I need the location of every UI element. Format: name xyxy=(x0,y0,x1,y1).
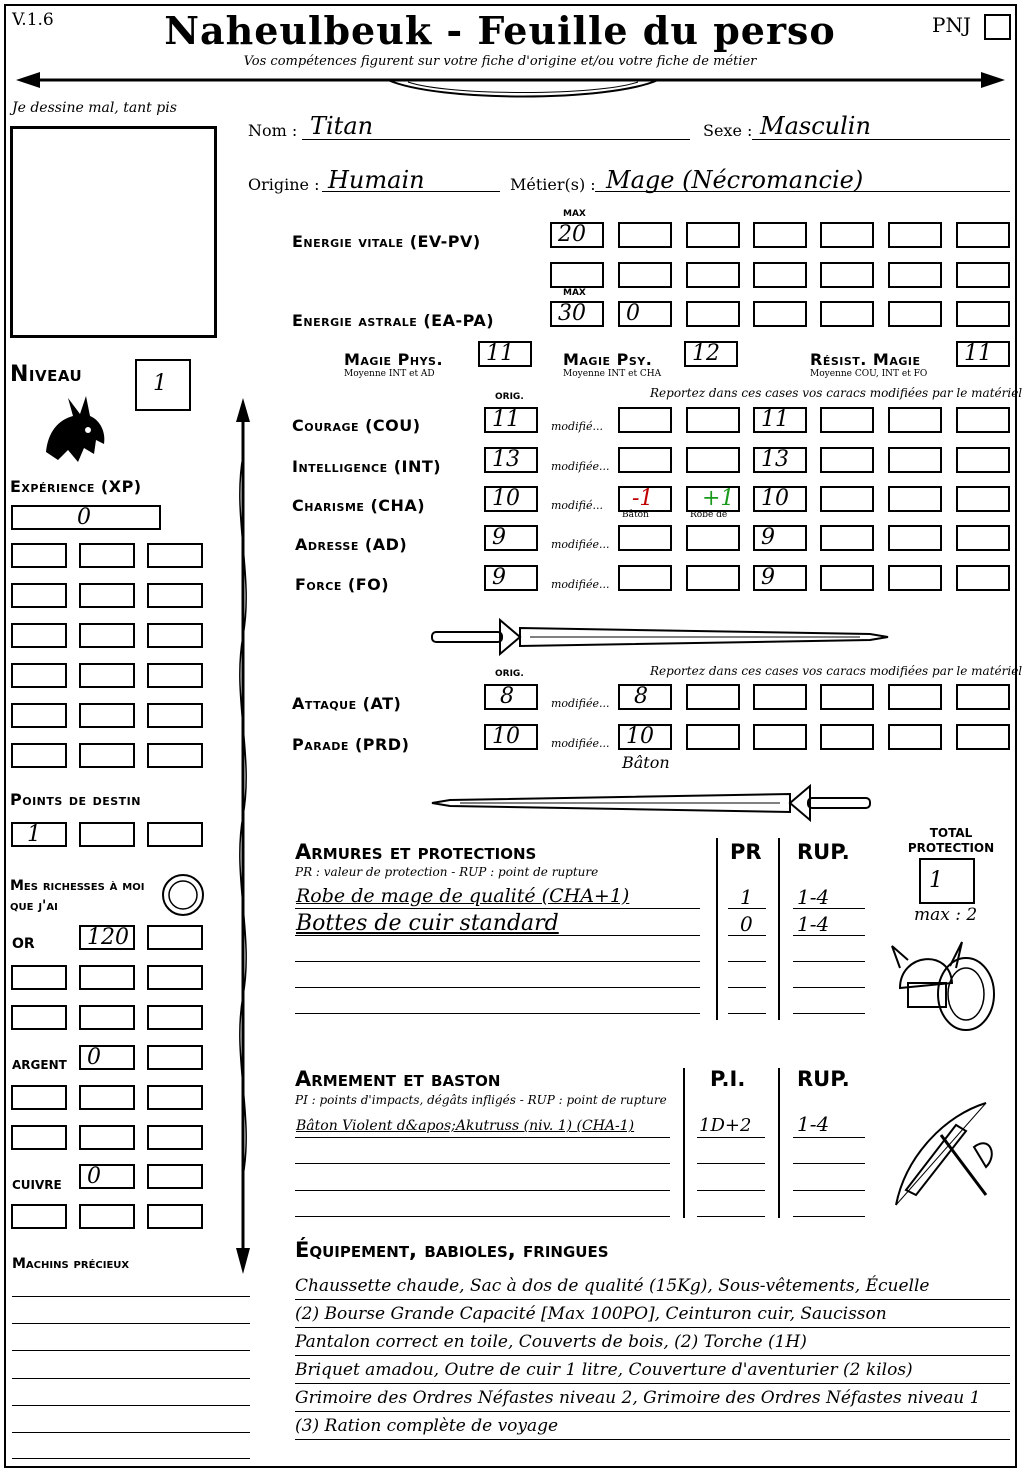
argent-box[interactable] xyxy=(147,1125,203,1150)
stat-orig-value: 9 xyxy=(492,525,506,550)
xp-box[interactable] xyxy=(11,543,67,568)
weapon-line xyxy=(697,1137,765,1138)
magie-phys-label: Magie Phys. xyxy=(344,350,444,369)
weapon-line[interactable] xyxy=(295,1163,670,1164)
ev-box[interactable] xyxy=(820,262,874,288)
xp-box[interactable] xyxy=(79,663,135,688)
pnj-label: PNJ xyxy=(932,13,971,37)
weapons-divider xyxy=(683,1068,685,1218)
xp-box[interactable] xyxy=(11,663,67,688)
armor-line[interactable] xyxy=(728,987,766,988)
stat-mod-label: modifiée... xyxy=(551,460,610,473)
stat-mod-value: -1 xyxy=(632,486,654,511)
stat-mod-box[interactable] xyxy=(820,447,874,473)
destin-box[interactable] xyxy=(79,822,135,847)
prd-orig-box[interactable] xyxy=(484,724,538,750)
version-label: V.1.6 xyxy=(12,10,54,30)
xp-box[interactable] xyxy=(147,543,203,568)
xp-box[interactable] xyxy=(147,743,203,768)
or-box[interactable] xyxy=(11,965,67,990)
stat-orig-cha[interactable] xyxy=(484,486,538,512)
prd-mod-box[interactable] xyxy=(956,724,1010,750)
stat-orig-value: 9 xyxy=(492,565,506,590)
at-mod-box[interactable] xyxy=(618,684,672,710)
stat-label-cha: Charisme (CHA) xyxy=(292,496,426,515)
or-box[interactable] xyxy=(147,965,203,990)
stat-orig-value: 10 xyxy=(492,486,520,511)
at-mod-box[interactable] xyxy=(888,684,942,710)
stat-mod-caption: Bâton xyxy=(622,510,649,520)
argent-label: ARGENT xyxy=(12,1058,67,1072)
ea-box[interactable] xyxy=(753,301,807,327)
weapons-rup-label: RUP. xyxy=(797,1067,850,1091)
ev-max-box[interactable] xyxy=(550,222,604,248)
equipment-line[interactable] xyxy=(295,1440,1010,1467)
stat-mod-box[interactable] xyxy=(686,486,740,512)
or-box[interactable] xyxy=(79,925,135,950)
stat-mod-box[interactable] xyxy=(618,486,672,512)
armor-line xyxy=(295,935,700,936)
niveau-value: 1 xyxy=(153,371,167,396)
ev-box[interactable] xyxy=(820,222,874,248)
stat-mod-box[interactable] xyxy=(753,407,807,433)
argent-value: 0 xyxy=(87,1045,101,1070)
ea-box[interactable] xyxy=(686,301,740,327)
armor-title: Armures et protections xyxy=(295,840,537,864)
armor-pr-label: PR xyxy=(730,840,762,864)
stat-mod-box[interactable] xyxy=(820,407,874,433)
ev-box[interactable] xyxy=(888,222,942,248)
stat-label-cou: Courage (COU) xyxy=(292,416,421,435)
orig-label: ORIG. xyxy=(495,392,524,402)
armor-divider xyxy=(778,838,780,1020)
weapon-line xyxy=(295,1137,670,1138)
cuivre-box[interactable] xyxy=(147,1204,203,1229)
weapon-line[interactable] xyxy=(697,1190,765,1191)
stat-mod-box[interactable] xyxy=(888,447,942,473)
stat-orig-value: 11 xyxy=(492,407,520,432)
stat-label-int: Intelligence (INT) xyxy=(292,457,442,476)
armor-row-pr[interactable]: 0 xyxy=(740,912,753,936)
origine-label: Origine : xyxy=(248,175,320,194)
ev-max-value: 20 xyxy=(558,222,586,247)
armor-line[interactable] xyxy=(793,1013,865,1014)
stat-mod-box[interactable] xyxy=(686,447,740,473)
armor-line[interactable] xyxy=(728,1013,766,1014)
sexe-value[interactable]: Masculin xyxy=(760,112,871,140)
stat-orig-int[interactable] xyxy=(484,447,538,473)
armor-line[interactable] xyxy=(295,1013,700,1014)
stat-mod-box[interactable] xyxy=(956,525,1010,551)
ea-max-label: MAX xyxy=(563,288,586,298)
ev-box[interactable] xyxy=(753,262,807,288)
weapon-line[interactable] xyxy=(295,1216,670,1217)
stat-orig-value: 13 xyxy=(492,447,520,472)
stat-mod-value: 9 xyxy=(761,525,775,550)
stat-mod-value: +1 xyxy=(702,486,735,511)
ea-box[interactable] xyxy=(888,301,942,327)
portrait-box[interactable] xyxy=(10,126,217,338)
cuivre-box[interactable] xyxy=(79,1204,135,1229)
armor-line xyxy=(793,908,865,909)
weapon-line xyxy=(793,1137,865,1138)
weapons-divider xyxy=(778,1068,780,1218)
page-subtitle: Vos compétences figurent sur votre fiche d'origine et/ou votre fiche de métier xyxy=(243,54,757,69)
argent-box[interactable] xyxy=(79,1125,135,1150)
ev-box[interactable] xyxy=(956,262,1010,288)
at-mod-label: modifiée... xyxy=(551,697,610,710)
at-label: Attaque (AT) xyxy=(292,694,402,713)
magie-psy-value: 12 xyxy=(692,341,720,366)
or-label: OR xyxy=(12,936,35,952)
xp-box[interactable] xyxy=(79,623,135,648)
xp-box[interactable] xyxy=(11,583,67,608)
total-protection-box[interactable] xyxy=(919,858,975,904)
weapons-note: PI : points d'impacts, dégâts infligés - RUP : point de rupture xyxy=(295,1093,667,1107)
weapons-title: Armement et baston xyxy=(295,1067,501,1091)
ev-box[interactable] xyxy=(618,262,672,288)
magie-psy-label: Magie Psy. xyxy=(563,350,653,369)
stat-orig-fo[interactable] xyxy=(484,565,538,591)
weapon-line[interactable] xyxy=(697,1216,765,1217)
destin-box[interactable] xyxy=(11,822,67,847)
armor-line[interactable] xyxy=(295,987,700,988)
prd-mod-box[interactable] xyxy=(618,724,672,750)
equipment-line[interactable]: (3) Ration complète de voyage xyxy=(295,1413,1010,1440)
cuivre-box[interactable] xyxy=(79,1164,135,1189)
sexe-label: Sexe : xyxy=(703,121,753,140)
page-title: Naheulbeuk - Feuille du perso xyxy=(164,8,836,53)
equipment-line[interactable]: Pantalon correct en toile, Couverts de bois, (2) Torche (1H) xyxy=(295,1329,1010,1356)
machins-line[interactable] xyxy=(12,1350,250,1351)
equipment-line[interactable]: Chaussette chaude, Sac à dos de qualité (15Kg), Sous-vêtements, Écuelle xyxy=(295,1273,1010,1300)
prd-mod-label: modifiée... xyxy=(551,737,610,750)
stat-mod-box[interactable] xyxy=(888,525,942,551)
machins-line[interactable] xyxy=(12,1378,250,1379)
ea-box[interactable] xyxy=(820,301,874,327)
equipment-line[interactable]: Grimoire des Ordres Néfastes niveau 2, Grimoire des Ordres Néfastes niveau 1 xyxy=(295,1385,1010,1412)
at-value: 8 xyxy=(500,684,514,709)
or-box[interactable] xyxy=(147,1005,203,1030)
dragon-head-icon xyxy=(38,392,108,466)
prd-label: Parade (PRD) xyxy=(292,735,410,754)
ev-box[interactable] xyxy=(550,262,604,288)
max-protection-note: max : 2 xyxy=(914,905,978,925)
armor-line xyxy=(793,935,865,936)
ev-box[interactable] xyxy=(888,262,942,288)
stat-mod-label: modifié... xyxy=(551,420,603,433)
or-box[interactable] xyxy=(79,965,135,990)
resist-magie-label: Résist. Magie xyxy=(810,350,921,369)
argent-box[interactable] xyxy=(79,1045,135,1070)
xp-box[interactable] xyxy=(79,703,135,728)
sword-icon xyxy=(430,612,890,662)
weapon-line[interactable] xyxy=(793,1190,865,1191)
stat-mod-box[interactable] xyxy=(820,486,874,512)
prd-mod-box[interactable] xyxy=(888,724,942,750)
destin-value: 1 xyxy=(27,822,41,847)
stat-mod-label: modifiée... xyxy=(551,578,610,591)
at-mod-box[interactable] xyxy=(956,684,1010,710)
metier-value[interactable]: Mage (Nécromancie) xyxy=(606,166,864,194)
argent-box[interactable] xyxy=(147,1045,203,1070)
ea-max-box[interactable] xyxy=(550,301,604,327)
coin-icon xyxy=(160,872,206,918)
armor-rup-label: RUP. xyxy=(797,840,850,864)
magie-phys-box[interactable] xyxy=(478,341,532,367)
niveau-box[interactable] xyxy=(135,359,191,411)
xp-box[interactable] xyxy=(79,543,135,568)
prd-mod-value: 10 xyxy=(626,724,654,749)
machins-line[interactable] xyxy=(12,1458,250,1459)
xp-box[interactable] xyxy=(79,583,135,608)
stat-mod-box[interactable] xyxy=(956,407,1010,433)
or-value: 120 xyxy=(87,925,129,950)
metier-label: Métier(s) : xyxy=(510,175,596,194)
stat-mod-box[interactable] xyxy=(618,565,672,591)
stat-mod-box[interactable] xyxy=(753,565,807,591)
argent-box[interactable] xyxy=(147,1085,203,1110)
equipment-line[interactable]: Briquet amadou, Outre de cuir 1 litre, Couverture d'aventurier (2 kilos) xyxy=(295,1357,1010,1384)
prd-mod-box[interactable] xyxy=(753,724,807,750)
ev-max-label: MAX xyxy=(563,209,586,219)
nom-label: Nom : xyxy=(248,121,298,140)
destin-label: Points de destin xyxy=(10,790,141,809)
sword-icon xyxy=(430,778,875,828)
stat-mod-value: 11 xyxy=(761,407,789,432)
ev-box[interactable] xyxy=(753,222,807,248)
total-protection-label: TOTAL PROTECTION xyxy=(907,826,995,855)
stat-mod-value: 13 xyxy=(761,447,789,472)
stat-mod-box[interactable] xyxy=(686,565,740,591)
machins-line[interactable] xyxy=(12,1405,250,1406)
stat-label-ad: Adresse (AD) xyxy=(295,535,408,554)
at-mod-box[interactable] xyxy=(686,684,740,710)
resist-magie-value: 11 xyxy=(964,341,992,366)
resist-magie-box[interactable] xyxy=(956,341,1010,367)
cuivre-value: 0 xyxy=(87,1164,101,1189)
xp-box[interactable] xyxy=(11,623,67,648)
xp-value: 0 xyxy=(77,505,91,530)
stat-mod-box[interactable] xyxy=(820,525,874,551)
armor-divider xyxy=(716,838,718,1020)
helmet-shield-icon xyxy=(890,928,1000,1038)
ea-box[interactable] xyxy=(956,301,1010,327)
stat-mod-box[interactable] xyxy=(686,407,740,433)
stat-mod-box[interactable] xyxy=(956,447,1010,473)
armor-note: PR : valeur de protection - RUP : point de rupture xyxy=(295,865,599,879)
cuivre-box[interactable] xyxy=(147,1164,203,1189)
xp-box[interactable] xyxy=(147,583,203,608)
stat-mod-box[interactable] xyxy=(888,486,942,512)
stat-mod-box[interactable] xyxy=(820,565,874,591)
armor-row-name[interactable]: Robe de mage de qualité (CHA+1) xyxy=(296,885,630,907)
ea-max-value: 30 xyxy=(558,301,586,326)
machins-label: Machins précieux xyxy=(12,1256,130,1272)
armor-line[interactable] xyxy=(793,961,865,962)
at-mod-box[interactable] xyxy=(820,684,874,710)
or-box[interactable] xyxy=(79,1005,135,1030)
armor-row-name[interactable]: Bottes de cuir standard xyxy=(296,911,559,936)
armor-row-pr[interactable]: 1 xyxy=(740,885,753,909)
xp-box[interactable] xyxy=(79,743,135,768)
stat-mod-box[interactable] xyxy=(956,486,1010,512)
armor-line[interactable] xyxy=(295,961,700,962)
armor-line[interactable] xyxy=(793,987,865,988)
magie-phys-note: Moyenne INT et AD xyxy=(344,369,435,379)
magie-psy-box[interactable] xyxy=(684,341,738,367)
at-orig-box[interactable] xyxy=(484,684,538,710)
or-box[interactable] xyxy=(147,925,203,950)
ev-box[interactable] xyxy=(686,222,740,248)
ev-box[interactable] xyxy=(956,222,1010,248)
armor-line xyxy=(728,935,766,936)
xp-box[interactable] xyxy=(147,623,203,648)
at-mod-box[interactable] xyxy=(753,684,807,710)
argent-box[interactable] xyxy=(79,1085,135,1110)
ea-box[interactable] xyxy=(618,301,672,327)
ev-label: Energie vitale (EV-PV) xyxy=(292,232,481,251)
prd-value: 10 xyxy=(492,724,520,749)
weapon-line[interactable] xyxy=(295,1190,670,1191)
ev-box[interactable] xyxy=(686,262,740,288)
stat-mod-box[interactable] xyxy=(956,565,1010,591)
stat-mod-box[interactable] xyxy=(753,486,807,512)
cuivre-label: CUIVRE xyxy=(12,1178,62,1192)
machins-line[interactable] xyxy=(12,1296,250,1297)
ea-current-value: 0 xyxy=(626,301,640,326)
weapon-row-rup[interactable]: 1-4 xyxy=(797,1112,830,1136)
stat-mod-box[interactable] xyxy=(753,525,807,551)
xp-box[interactable] xyxy=(11,743,67,768)
stat-mod-box[interactable] xyxy=(888,565,942,591)
machins-line[interactable] xyxy=(12,1323,250,1324)
equipment-line[interactable]: (2) Bourse Grande Capacité [Max 100PO], Ceinturon cuir, Saucisson xyxy=(295,1301,1010,1328)
xp-box[interactable] xyxy=(147,663,203,688)
stat-mod-value: 10 xyxy=(761,486,789,511)
stat-orig-cou[interactable] xyxy=(484,407,538,433)
weapon-row-name[interactable]: Bâton Violent d&apos;Akutruss (niv. 1) (CHA-1) xyxy=(296,1118,635,1134)
xp-label: Expérience (XP) xyxy=(10,477,142,496)
at-mod-value: 8 xyxy=(634,684,648,709)
prd-caption: Bâton xyxy=(622,753,670,772)
vertical-spear-icon xyxy=(228,396,258,1276)
magie-psy-note: Moyenne INT et CHA xyxy=(563,369,662,379)
stat-mod-box[interactable] xyxy=(618,447,672,473)
armor-line xyxy=(728,908,766,909)
niveau-label: Niveau xyxy=(10,362,83,387)
prd-mod-box[interactable] xyxy=(820,724,874,750)
origine-value[interactable]: Humain xyxy=(328,166,425,194)
xp-box[interactable] xyxy=(11,505,161,530)
weapon-line[interactable] xyxy=(793,1163,865,1164)
stat-mod-box[interactable] xyxy=(618,525,672,551)
stat-mod-box[interactable] xyxy=(686,525,740,551)
cuivre-box[interactable] xyxy=(11,1204,67,1229)
total-protection-value: 1 xyxy=(929,868,943,893)
xp-box[interactable] xyxy=(147,703,203,728)
stat-mod-value: 9 xyxy=(761,565,775,590)
ea-label: Energie astrale (EA-PA) xyxy=(292,311,495,330)
stat-label-fo: Force (FO) xyxy=(295,575,390,594)
destin-box[interactable] xyxy=(147,822,203,847)
magie-phys-value: 11 xyxy=(486,341,514,366)
equipment-title: Équipement, babioles, fringues xyxy=(295,1238,609,1262)
combat-orig-label: ORIG. xyxy=(495,669,524,679)
combat-report-note: Reportez dans ces cases vos caracs modifiées par le matériel xyxy=(650,664,1023,678)
argent-box[interactable] xyxy=(11,1125,67,1150)
stat-orig-ad[interactable] xyxy=(484,525,538,551)
stats-report-note: Reportez dans ces cases vos caracs modifiées par le matériel xyxy=(650,386,1023,400)
argent-box[interactable] xyxy=(11,1085,67,1110)
stat-mod-label: modifié... xyxy=(551,499,603,512)
or-box[interactable] xyxy=(11,1005,67,1030)
nom-value[interactable]: Titan xyxy=(310,112,374,140)
pnj-checkbox[interactable] xyxy=(984,14,1011,40)
weapons-pi-label: P.I. xyxy=(710,1067,746,1091)
armor-row-rup[interactable]: 1-4 xyxy=(797,912,830,936)
stat-mod-box[interactable] xyxy=(618,407,672,433)
armor-line[interactable] xyxy=(728,961,766,962)
weapon-line[interactable] xyxy=(697,1163,765,1164)
machins-line[interactable] xyxy=(12,1432,250,1433)
armor-row-rup[interactable]: 1-4 xyxy=(797,885,830,909)
stat-mod-box[interactable] xyxy=(888,407,942,433)
xp-box[interactable] xyxy=(11,703,67,728)
richesses-label: Mes richesses à moi que j'ai xyxy=(10,878,145,914)
weapon-line[interactable] xyxy=(793,1216,865,1217)
resist-magie-note: Moyenne COU, INT et FO xyxy=(810,369,928,379)
armor-line xyxy=(295,908,700,909)
portrait-caption: Je dessine mal, tant pis xyxy=(12,100,177,116)
stat-mod-label: modifiée... xyxy=(551,538,610,551)
weapon-row-pi[interactable]: 1D+2 xyxy=(699,1115,752,1136)
stat-mod-caption: Robe de xyxy=(690,510,728,520)
weapons-icon xyxy=(886,1095,1001,1215)
ev-box[interactable] xyxy=(618,222,672,248)
stat-mod-box[interactable] xyxy=(753,447,807,473)
prd-mod-box[interactable] xyxy=(686,724,740,750)
